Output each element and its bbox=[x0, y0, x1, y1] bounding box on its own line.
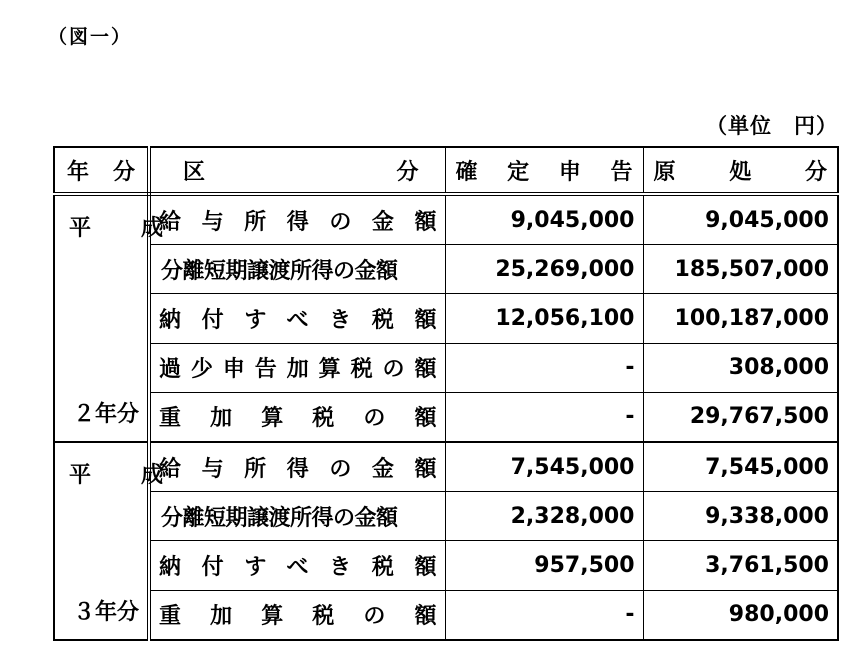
table-row bbox=[54, 294, 838, 343]
category-cell: 給与所得の金額 bbox=[149, 194, 445, 245]
original-amount-cell: 308,000 bbox=[643, 343, 838, 392]
header-category bbox=[149, 147, 445, 194]
category-cell: 給与所得の金額 bbox=[149, 442, 445, 492]
header-original bbox=[643, 147, 838, 194]
header-year-char: 分 bbox=[112, 159, 135, 185]
original-amount-cell: 100,187,000 bbox=[643, 294, 838, 343]
tax-assessment-table bbox=[53, 146, 839, 641]
original-amount-cell: 29,767,500 bbox=[643, 392, 838, 442]
original-amount-cell: 980,000 bbox=[643, 590, 838, 640]
header-category-char: 区 bbox=[183, 159, 206, 185]
table-row bbox=[54, 590, 838, 640]
era-label: 平 成 bbox=[69, 216, 178, 241]
original-amount-cell: 3,761,500 bbox=[643, 541, 838, 590]
original-amount-cell: 7,545,000 bbox=[643, 442, 838, 492]
original-amount-cell: 9,338,000 bbox=[643, 492, 838, 541]
original-amount-cell: 185,507,000 bbox=[643, 245, 838, 294]
category-cell: 重加算税の額 bbox=[149, 590, 445, 640]
declared-amount-cell: - bbox=[445, 343, 643, 392]
declared-amount-cell: 25,269,000 bbox=[445, 245, 643, 294]
category-cell: 納付すべき税額 bbox=[149, 541, 445, 590]
table-row bbox=[54, 343, 838, 392]
header-year bbox=[54, 147, 149, 194]
header-declared-char: 告 bbox=[610, 159, 633, 185]
declared-amount-cell: - bbox=[445, 590, 643, 640]
header-declared-char: 定 bbox=[507, 159, 530, 185]
category-cell: 分離短期譲渡所得の金額 bbox=[149, 492, 445, 541]
category-cell: 納付すべき税額 bbox=[149, 294, 445, 343]
table-row bbox=[54, 541, 838, 590]
header-category-char: 分 bbox=[396, 159, 419, 185]
unit-label: （単位 円） bbox=[706, 114, 838, 138]
header-original-char: 原 bbox=[653, 159, 676, 185]
header-declared-char: 確 bbox=[455, 159, 478, 185]
table-row bbox=[54, 245, 838, 294]
year-label: ２年分 bbox=[72, 402, 139, 427]
year-cell bbox=[54, 194, 178, 442]
era-label: 平 成 bbox=[69, 463, 178, 488]
table-row bbox=[54, 442, 838, 492]
category-cell: 重加算税の額 bbox=[149, 392, 445, 442]
year-cell bbox=[54, 442, 178, 640]
header-row bbox=[54, 147, 838, 194]
year-label: ３年分 bbox=[72, 600, 139, 625]
table-row bbox=[54, 392, 838, 442]
table-row bbox=[54, 492, 838, 541]
header-original-char: 処 bbox=[729, 159, 752, 185]
header-year-char: 年 bbox=[67, 159, 90, 185]
declared-amount-cell: 2,328,000 bbox=[445, 492, 643, 541]
declared-amount-cell: 957,500 bbox=[445, 541, 643, 590]
header-declared bbox=[445, 147, 643, 194]
declared-amount-cell: - bbox=[445, 392, 643, 442]
table-row bbox=[54, 194, 838, 245]
category-cell: 過少申告加算税の額 bbox=[149, 343, 445, 392]
header-declared-char: 申 bbox=[558, 159, 581, 185]
declared-amount-cell: 9,045,000 bbox=[445, 194, 643, 245]
declared-amount-cell: 12,056,100 bbox=[445, 294, 643, 343]
table-body bbox=[54, 147, 838, 640]
header-original-char: 分 bbox=[804, 159, 827, 185]
figure-label: （図一） bbox=[48, 26, 133, 48]
original-amount-cell: 9,045,000 bbox=[643, 194, 838, 245]
category-cell: 分離短期譲渡所得の金額 bbox=[149, 245, 445, 294]
declared-amount-cell: 7,545,000 bbox=[445, 442, 643, 492]
